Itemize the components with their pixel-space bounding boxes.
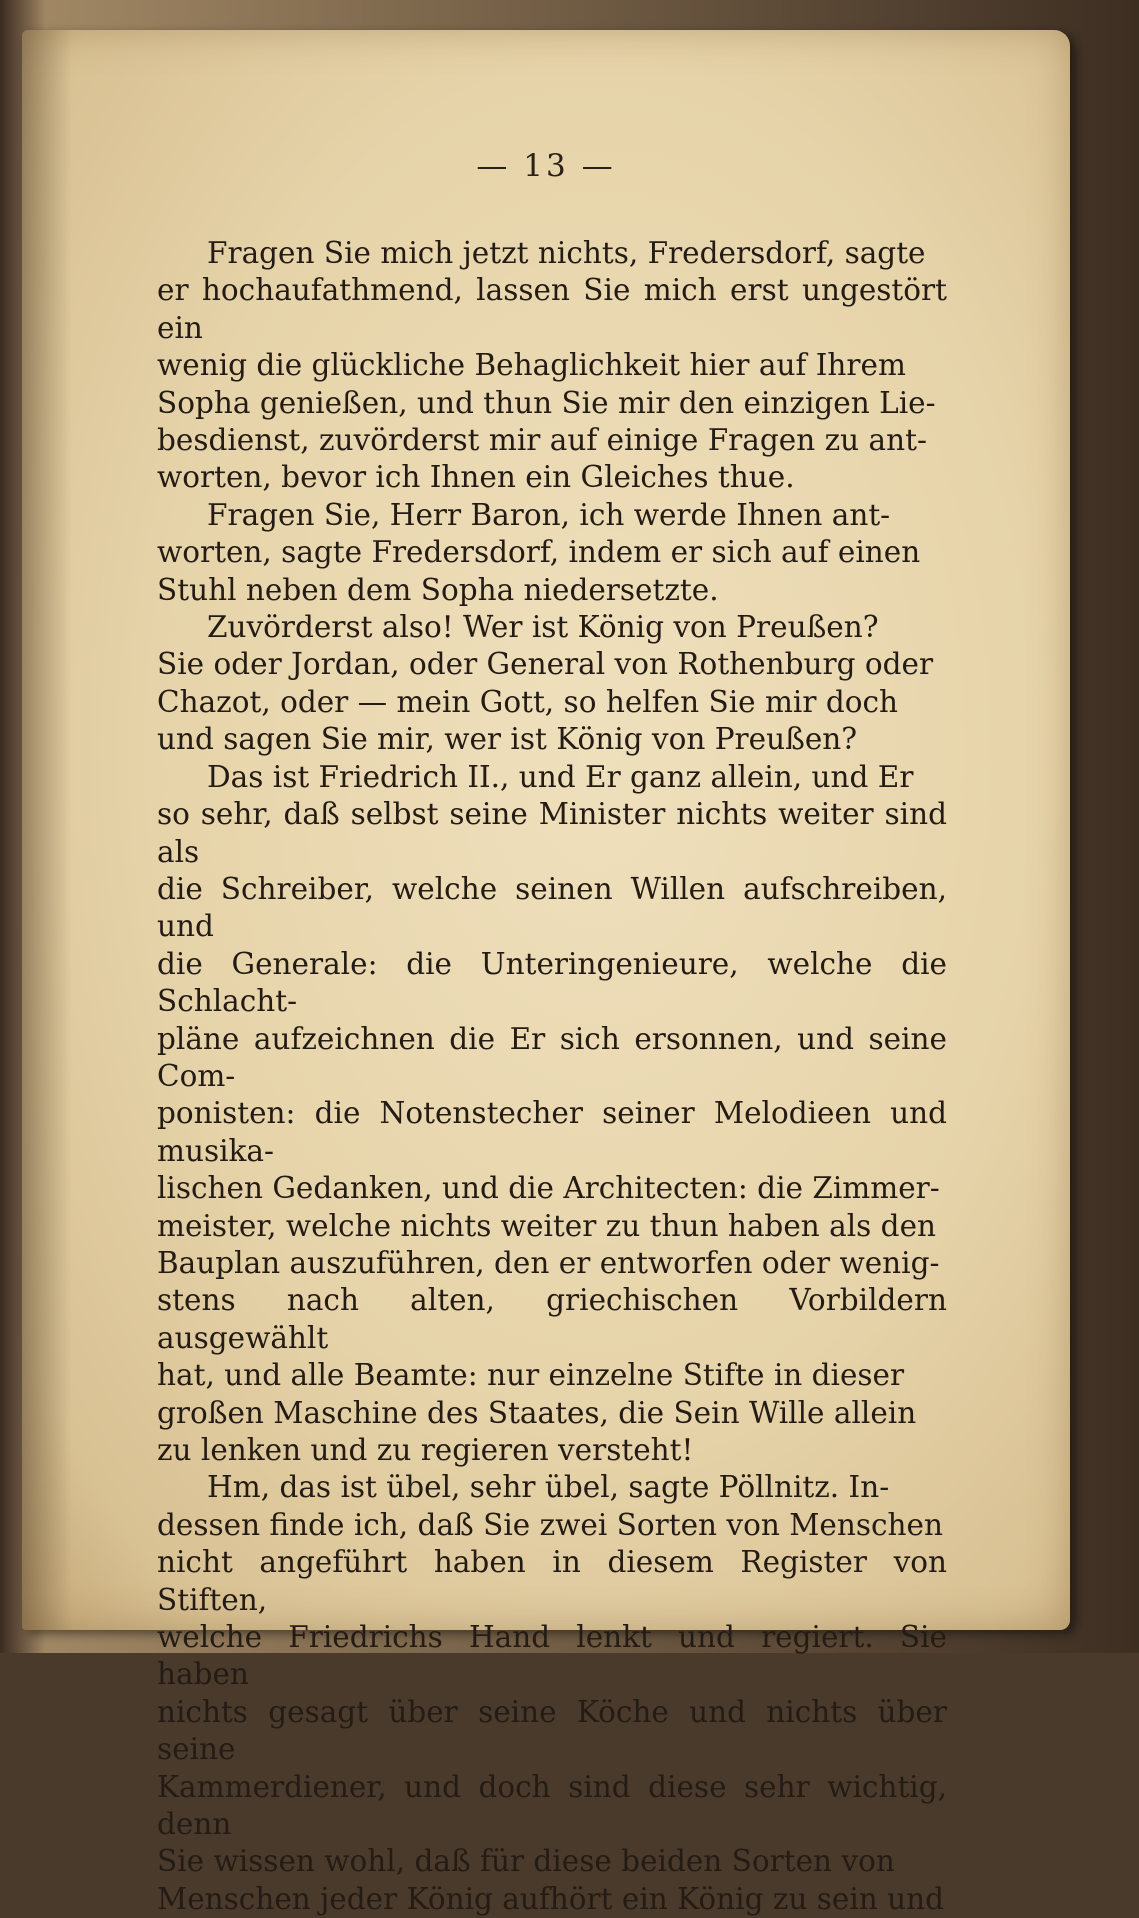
text-line: pläne aufzeichnen die Er sich ersonnen, und seine Com- [157,1021,947,1093]
text-line: Fragen Sie, Herr Baron, ich werde Ihnen ant- [207,497,891,532]
text-line: und sagen Sie mir, wer ist König von Preußen? [157,722,858,757]
text-line: Kammerdiener, und doch sind diese sehr wichtig, denn [157,1769,947,1842]
text-line: die Schreiber, welche seinen Willen aufschreiben, und [157,871,947,944]
page-number: — 13 — [476,148,616,184]
text-line: Sie oder Jordan, oder General von Rothenburg oder [157,647,934,682]
text-line: Menschen jeder König aufhört ein König zu sein und [157,1881,945,1916]
text-line: Sopha genießen, und thun Sie mir den einzigen Lie- [157,385,936,420]
paragraph [157,235,947,497]
text-line: ponisten: die Notenstecher seiner Melodieen und musika- [157,1096,947,1168]
text-line: dessen finde ich, daß Sie zwei Sorten von Menschen [157,1507,943,1542]
text-line: die Generale: die Unteringenieure, welche die Schlacht- [157,946,947,1019]
text-line: lischen Gedanken, und die Architecten: die Zimmer- [157,1171,940,1206]
paragraph [157,497,947,609]
paragraph [157,759,947,1470]
text-line: meister, welche nichts weiter zu thun haben als den [157,1208,937,1243]
body-text [157,235,947,1918]
text-line: Hm, das ist übel, sehr übel, sagte Pöllnitz. In- [207,1470,890,1505]
text-line: er hochaufathmend, lassen Sie mich erst ungestört ein [157,273,947,345]
text-line: nichts gesagt über seine Köche und nichts über seine [157,1694,947,1767]
page-gutter-shadow [22,30,72,1630]
paragraph [157,1469,947,1918]
text-line: worten, bevor ich Ihnen ein Gleiches thue. [157,460,795,495]
text-line: zu lenken und zu regieren versteht! [157,1433,694,1467]
text-line: Chazot, oder — mein Gott, so helfen Sie mir doch [157,684,899,719]
paragraph [157,609,947,759]
text-line: stens nach alten, griechischen Vorbildern ausgewählt [157,1283,947,1355]
text-line: welche Friedrichs Hand lenkt und regiert. Sie haben [157,1620,947,1692]
text-line: Stuhl neben dem Sopha niedersetzte. [157,572,719,607]
text-line: großen Maschine des Staates, die Sein Wille allein [157,1395,917,1430]
text-line: Sie wissen wohl, daß für diese beiden Sorten von [157,1844,895,1879]
text-line: Das ist Friedrich II., und Er ganz allein, und Er [207,759,914,794]
book-page [22,30,1070,1916]
text-line: worten, sagte Fredersdorf, indem er sich auf einen [157,535,921,570]
text-line: hat, und alle Beamte: nur einzelne Stifte in dieser [157,1358,905,1393]
text-line: nicht angeführt haben in diesem Register von Stiften, [157,1545,947,1617]
text-line: Zuvörderst also! Wer ist König von Preußen? [207,610,879,645]
text-line: Bauplan auszuführen, den er entworfen oder wenig- [157,1245,940,1280]
text-line: wenig die glückliche Behaglichkeit hier auf Ihrem [157,348,906,383]
text-line: besdienst, zuvörderst mir auf einige Fragen zu ant- [157,423,927,458]
text-line: Fragen Sie mich jetzt nichts, Fredersdorf, sagte [207,236,926,270]
text-line: so sehr, daß selbst seine Minister nichts weiter sind als [157,797,947,869]
